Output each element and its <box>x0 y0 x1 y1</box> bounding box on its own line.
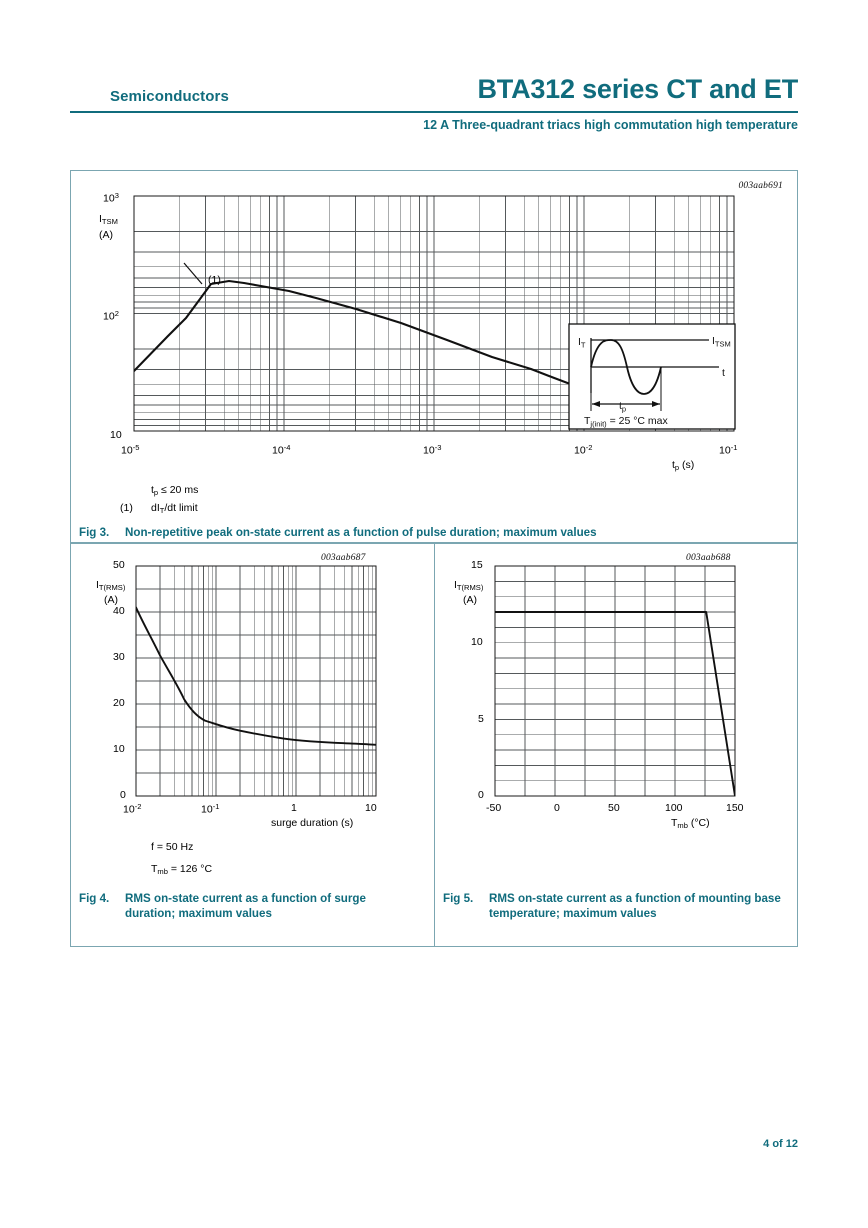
header-divider <box>70 111 798 113</box>
fig5-caption-label: Fig 5. <box>443 892 474 905</box>
fig3-caption-label: Fig 3. <box>79 526 110 539</box>
document-title: BTA312 series CT and ET <box>477 74 798 104</box>
fig3-inset-condition: $T_{j(init)} = 25$ °C max <box>584 415 668 429</box>
fig5-ytick-10: 10 <box>471 636 483 648</box>
fig3-y-axis-label: $I_{TSM}$ <box>99 213 118 226</box>
fig3-inset-label-it: $I_T$ <box>578 336 586 350</box>
fig4-ytick-10: 10 <box>113 743 125 755</box>
document-subtitle: 12 A Three-quadrant triacs high commutation high temperature <box>423 118 798 132</box>
fig3-ytick-10: 10 <box>110 429 122 441</box>
fig3-caption-text: Non-repetitive peak on-state current as a function of pulse duration; maximum values <box>125 526 597 539</box>
fig4-chart-id: 003aab687 <box>321 553 366 563</box>
fig3-curve-annotation: (1) <box>208 274 221 286</box>
fig4-note-1: f = 50 Hz <box>151 841 194 853</box>
fig3-inset <box>569 324 735 429</box>
fig3-xtick-1e-4: $10^{-4}$ <box>272 443 291 457</box>
fig5-y-axis-label: $I_{T(RMS)}$ <box>454 579 484 592</box>
fig4-xtick-1e-1: $10^{-1}$ <box>201 802 220 816</box>
fig5-xtick-0: 0 <box>554 802 560 814</box>
fig4-xtick-1e-2: $10^{-2}$ <box>123 802 142 816</box>
fig4-ytick-40: 40 <box>113 605 125 617</box>
fig4-xtick-1: 1 <box>291 802 297 814</box>
fig5-y-axis-unit: (A) <box>463 594 477 606</box>
fig4-caption-text: RMS on-state current as a function of surge duration; maximum values <box>125 892 366 920</box>
fig5-caption-text: RMS on-state current as a function of mounting base temperature; maximum values <box>489 892 781 920</box>
page-header <box>70 74 798 140</box>
fig4-note-2: $T_{mb} = 126$ °C <box>151 863 213 876</box>
fig5-ytick-15: 15 <box>471 559 483 571</box>
fig3-ytick-100: $10^2$ <box>103 309 119 323</box>
fig3-xtick-1e-2: $10^{-2}$ <box>574 443 593 457</box>
fig4-xtick-10: 10 <box>365 802 377 814</box>
fig3-plot <box>71 171 799 471</box>
fig3-xtick-1e-5: $10^{-5}$ <box>121 443 140 457</box>
fig5-xtick-100: 100 <box>665 802 683 814</box>
fig3-curve <box>134 281 594 393</box>
fig5-xtick-150: 150 <box>726 802 744 814</box>
fig3-xtick-1e-3: $10^{-3}$ <box>423 443 442 457</box>
brand-label: Semiconductors <box>110 88 229 105</box>
fig4-x-axis-label: surge duration (s) <box>271 817 354 829</box>
fig3-note-condition: $t_p \le 20$ ms <box>151 484 199 497</box>
fig5-xtick-50: 50 <box>608 802 620 814</box>
fig4-caption-label: Fig 4. <box>79 892 110 905</box>
fig3-inset-label-itsm: $I_{TSM}$ <box>712 335 731 349</box>
fig4-ytick-20: 20 <box>113 697 125 709</box>
fig5-ytick-0: 0 <box>478 789 484 801</box>
fig3-y-axis-unit: (A) <box>99 229 113 241</box>
figure-3-container <box>70 170 798 543</box>
fig4-ytick-30: 30 <box>113 651 125 663</box>
fig3-note-1: (1) $dI_T/dt$ limit <box>120 502 198 515</box>
fig5-xtick-n50: -50 <box>486 802 502 814</box>
fig5-vgrid <box>525 566 705 796</box>
fig3-ytick-1000: $10^3$ <box>103 191 119 205</box>
fig5-ytick-5: 5 <box>478 713 484 725</box>
fig5-x-axis-label: $T_{mb}$ (°C) <box>671 817 710 830</box>
fig4-y-axis-unit: (A) <box>104 594 118 606</box>
fig5-plot <box>71 544 799 839</box>
fig4-y-axis-label: $I_{T(RMS)}$ <box>96 579 126 592</box>
fig3-x-axis-label: $t_p$ (s) <box>672 459 695 472</box>
fig4-ytick-50: 50 <box>113 559 125 571</box>
fig3-inset-label-tp: $t_p$ <box>619 400 627 414</box>
figure-4-5-container <box>70 543 798 947</box>
fig3-inset-label-t: t <box>722 367 725 379</box>
fig3-annotation-leader <box>184 263 202 284</box>
fig3-xtick-1e-1: $10^{-1}$ <box>719 443 738 457</box>
fig3-note-number: (1) <box>120 502 133 514</box>
fig5-chart-id: 003aab688 <box>686 553 731 563</box>
fig3-chart-id: 003aab691 <box>738 181 783 191</box>
page-number: 4 of 12 <box>763 1138 798 1150</box>
fig4-ytick-0: 0 <box>120 789 126 801</box>
